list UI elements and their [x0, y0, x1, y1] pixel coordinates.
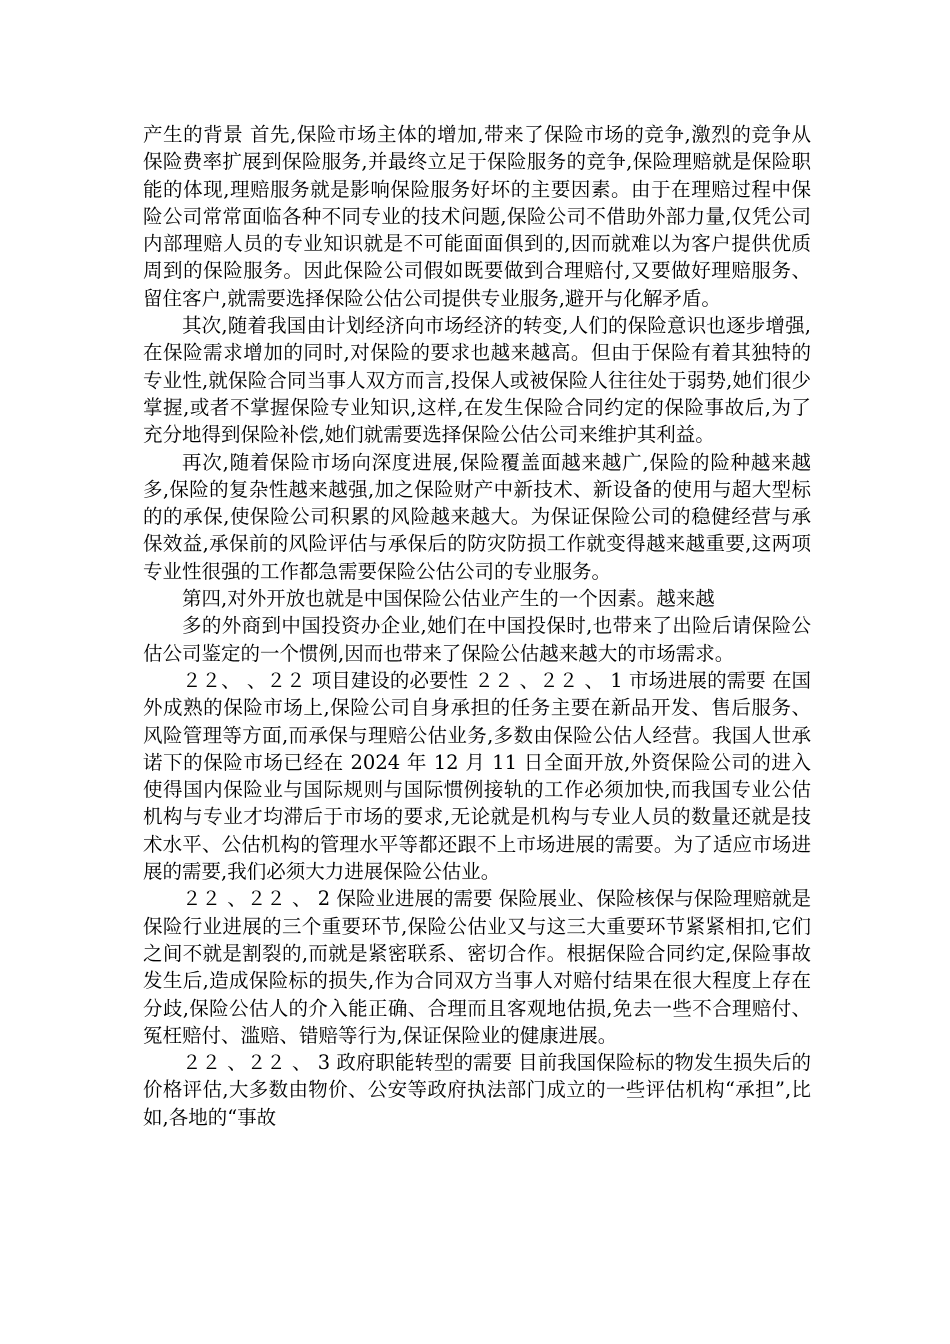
- paragraph-fourth: 第四,对外开放也就是中国保险公估业产生的一个因素。越来越: [182, 587, 715, 611]
- paragraph-government-function-need: ２２ 、２２ 、 3 政府职能转型的需要 目前我国保险标的物发生损失后的价格评估,大多数由物价、公安等政府执法部门成立的一些评估机构“承担”,比如,各地的“事故: [143, 1051, 811, 1129]
- paragraph-thirdly: 再次,随着保险市场向深度进展,保险覆盖面越来越广,保险的险种越来越多,保险的复杂性越来越强,加之保险财产中新技术、新设备的使用与超大型标的的承保,使保险公司积累的风险越来越大。为保证保险公司的稳健经营与承保效益,承保前的风险评估与承保后的防灾防损工作就变得越来越重要,这两项专业性很强的工作都急需要保险公估公司的专业服务。: [143, 450, 811, 583]
- paragraph-foreign-investors: 多的外商到中国投资办企业,她们在中国投保时,也带来了出险后请保险公估公司鉴定的一个惯例,因而也带来了保险公估越来越大的市场需求。: [143, 614, 811, 665]
- paragraph-market-development-need: ２２、 、２２ 项目建设的必要性 ２２ 、２２ 、 1 市场进展的需要 在国外成熟的保险市场上,保险公司自身承担的任务主要在新品开发、售后服务、风险管理等方面,而承保与理赔公估业务,多数由保险公估人经营。我国人世承诺下的保险市场已经在 2024 年 12 月 11 日全面开放,外资保险公司的进入使得国内保险业与国际规则与国际惯例接轨的工作必须加快,而我国专业公估机构与专业才均滞后于市场的要求,无论就是机构与专业人员的数量还就是技术水平、公估机构的管理水平等都还跟不上市场进展的需要。为了适应市场进展的需要,我们必须大力进展保险公估业。: [143, 668, 811, 884]
- document-body: [143, 121, 811, 1131]
- paragraph-insurance-industry-need: ２２ 、２２ 、 2 保险业进展的需要 保险展业、保险核保与保险理赔就是保险行业进展的三个重要环节,保险公估业又与这三大重要环节紧紧相扣,它们之间不就是割裂的,而就是紧密联系、密切合作。根据保险合同约定,保险事故发生后,造成保险标的损失,作为合同双方当事人对赔付结果在很大程度上存在分歧,保险公估人的介入能正确、合理而且客观地估损,免去一些不合理赔付、冤枉赔付、滥赔、错赔等行为,保证保险业的健康进展。: [143, 887, 811, 1047]
- paragraph-background: 产生的背景 首先,保险市场主体的增加,带来了保险市场的竞争,激烈的竞争从保险费率扩展到保险服务,并最终立足于保险服务的竞争,保险理赔就是保险职能的体现,理赔服务就是影响保险服务好坏的主要因素。由于在理赔过程中保险公司常常面临各种不同专业的技术问题,保险公司不借助外部力量,仅凭公司内部理赔人员的专业知识就是不可能面面俱到的,因而就难以为客户提供优质周到的保险服务。因此保险公司假如既要做到合理赔付,又要做好理赔服务、留住客户,就需要选择保险公估公司提供专业服务,避开与化解矛盾。: [143, 123, 811, 310]
- paragraph-secondly: 其次,随着我国由计划经济向市场经济的转变,人们的保险意识也逐步增强,在保险需求增加的同时,对保险的要求也越来越高。但由于保险有着其独特的专业性,就保险合同当事人双方而言,投保人或被保险人往往处于弱势,她们很少掌握,或者不掌握保险专业知识,这样,在发生保险合同约定的保险事故后,为了充分地得到保险补偿,她们就需要选择保险公估公司来维护其利益。: [143, 314, 811, 447]
